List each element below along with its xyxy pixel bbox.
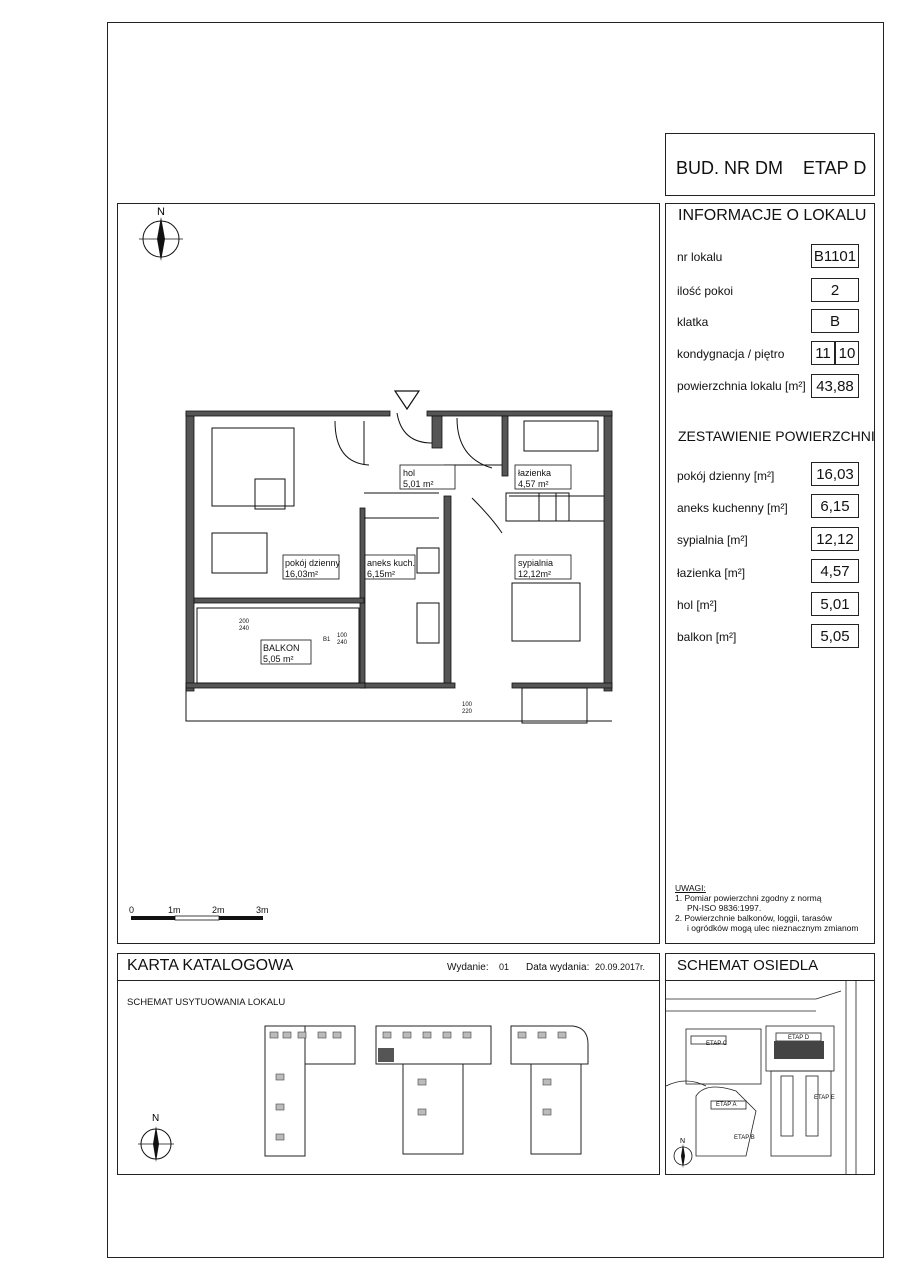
estate-title: SCHEMAT OSIEDLA [677,957,819,974]
window-tag: 220 [462,709,473,715]
note-line: PN-ISO 9836:1997. [687,903,762,913]
room-kitchen-area: 6,15m² [367,569,396,579]
window-tag: 200 [239,619,250,625]
info-label-rooms: ilość pokoi [677,284,734,298]
selected-flat-marker [378,1048,394,1062]
room-bedroom-name: sypialnia [518,558,554,568]
areas-title: ZESTAWIENIE POWIERZCHNI [678,428,875,444]
info-frame [665,203,875,944]
window-tag: 100 [337,633,348,639]
window-tag: 100 [462,702,473,708]
room-balcony-area: 5,05 m² [263,654,294,664]
area-value-hall: 5,01 [811,592,859,616]
notes-title: UWAGI: [675,883,706,893]
area-label-bathroom: łazienka [m²] [677,566,746,580]
note-line: i ogródków mogą ulec nieznacznym zmianom [687,923,859,933]
info-label-staircase: klatka [677,315,709,329]
room-living-area: 16,03m² [285,569,319,579]
window-tag: 240 [337,640,348,646]
svg-text:N: N [680,1138,686,1145]
north-arrow-icon [138,1113,174,1162]
window-tag: 240 [239,626,250,632]
window-tag: B1 [323,637,331,643]
info-label-floor: kondygnacja / piętro [677,347,785,361]
info-title: INFORMACJE O LOKALU [678,207,867,224]
scale-label: 0 [129,905,135,915]
room-bathroom-area: 4,57 m² [518,479,549,489]
area-value-bathroom: 4,57 [811,559,859,583]
scale-label: 1m [168,905,181,915]
note-line: 1. Pomiar powierzchni zgodny z normą [675,893,822,903]
north-arrow-icon [139,206,183,261]
info-value-staircase: B [811,309,859,333]
svg-text:N: N [152,1113,160,1124]
stage-label: ETAP B [734,1135,755,1141]
room-living-name: pokój dzienny [285,558,341,568]
room-hall-area: 5,01 m² [403,479,434,489]
area-value-balcony: 5,05 [811,624,859,648]
header-box [665,133,875,196]
info-value-storey: 11 [811,341,835,365]
area-label-balcony: balkon [m²] [677,630,737,644]
scale-label: 3m [256,905,269,915]
stage-label: ETAP A [716,1102,737,1108]
info-label-area: powierzchnia lokalu [m²] [677,379,806,393]
notes [675,883,859,933]
catalogue-title: KARTA KATALOGOWA [127,957,294,974]
edition-value: 01 [499,962,510,972]
area-value-living: 16,03 [811,462,859,486]
area-value-kitchen: 6,15 [811,494,859,518]
room-balcony-name: BALKON [263,643,300,653]
info-value-floor: 10 [835,341,859,365]
area-value-bedroom: 12,12 [811,527,859,551]
stage-label: ETAP E [814,1095,835,1101]
area-label-hall: hol [m²] [677,598,718,612]
stage-label: ETAP C [706,1041,728,1047]
location-title: SCHEMAT USYTUOWANIA LOKALU [127,997,286,1008]
building-location-schema [118,1014,659,1174]
stage-label: ETAP D [803,158,867,178]
estate-frame [665,953,875,1175]
room-kitchen-name: aneks kuch. [367,558,416,568]
room-hall-name: hol [403,468,416,478]
area-label-living: pokój dzienny [m²] [677,469,775,483]
north-label: N [157,206,165,218]
entrance-arrow-icon [395,391,419,409]
room-bathroom-name: łazienka [518,468,552,478]
note-line: 2. Powierzchnie balkonów, loggii, tarasów [675,913,832,923]
north-arrow-icon [674,1138,692,1168]
room-bedroom-area: 12,12m² [518,569,552,579]
area-label-kitchen: aneks kuchenny [m²] [677,501,788,515]
info-label-flat: nr lokalu [677,250,723,264]
walls [186,411,612,691]
estate-map [666,981,874,1174]
info-value-rooms: 2 [811,278,859,302]
info-value-flat: B1101 [811,244,859,268]
stage-d-marker [774,1041,824,1059]
catalogue-frame [117,953,660,1175]
area-label-bedroom: sypialnia [m²] [677,533,748,547]
scale-bar [129,905,269,920]
floor-plan [117,203,660,944]
date-value: 20.09.2017r. [595,962,646,972]
edition-label: Wydanie: [447,962,489,973]
info-value-area: 43,88 [811,374,859,398]
stage-label: ETAP D [788,1035,810,1041]
scale-label: 2m [212,905,225,915]
building-number: BUD. NR DM [676,158,783,178]
date-label: Data wydania: [526,962,590,973]
